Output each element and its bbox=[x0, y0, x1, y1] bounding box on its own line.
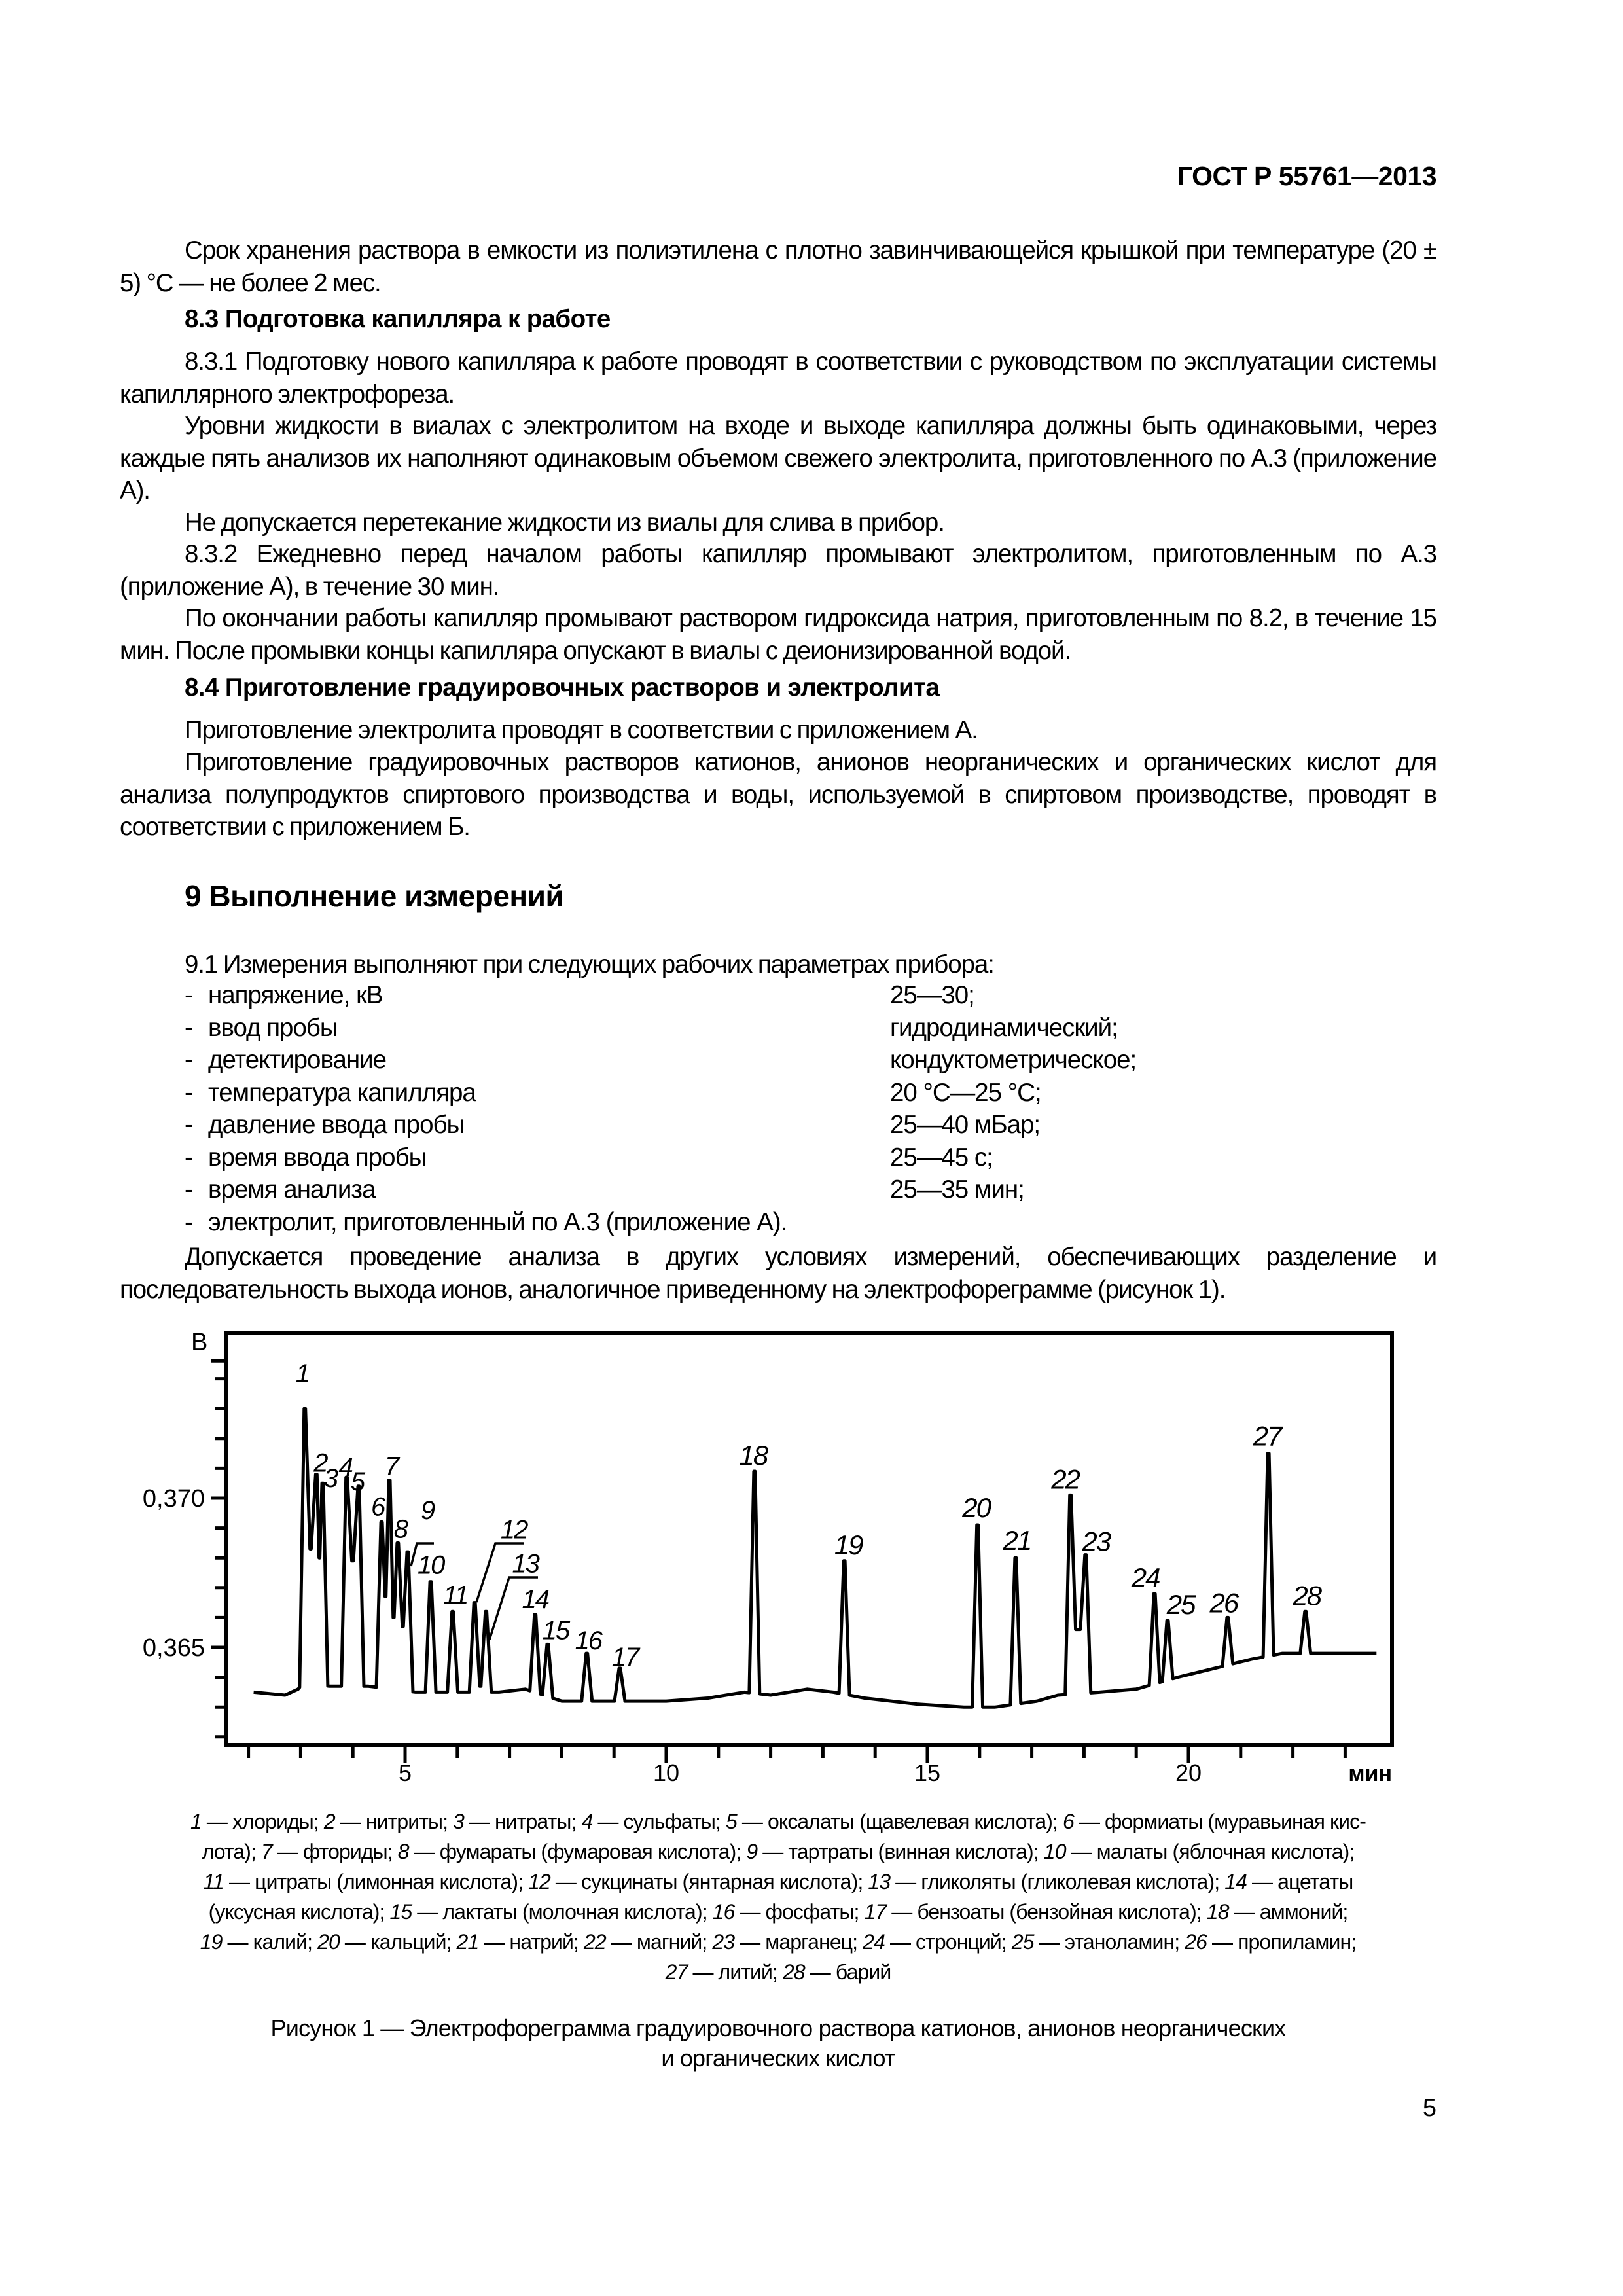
param-value: 25—30; bbox=[890, 981, 974, 1009]
paragraph-text: 8.3.1 Подготовку нового капилляра к работе проводят в соответствии с руководством по эксплуатации системы капиллярного электрофореза. bbox=[120, 348, 1436, 408]
peak-label: 9 bbox=[420, 1496, 435, 1526]
legend-line: лота); 7 — фториды; 8 — фумараты (фумаровая кислота); 9 — тартраты (винная кислота); 10 — малаты (яблочная кислота); bbox=[202, 1840, 1355, 1863]
peak-label: 25 bbox=[1166, 1588, 1195, 1620]
param-item: - напряжение, кВ 25—30; bbox=[185, 979, 787, 1012]
peak-label: 28 bbox=[1293, 1580, 1321, 1611]
param-label: температура капилляра bbox=[208, 1078, 476, 1107]
paragraph-text: Приготовление электролита проводят в соответствии с приложением А. bbox=[185, 716, 978, 744]
peak-label: 18 bbox=[739, 1439, 768, 1471]
x-tick-label: 5 bbox=[398, 1759, 412, 1786]
paragraph-text: Не допускается перетекание жидкости из виалы для слива в прибор. bbox=[185, 509, 944, 537]
heading-8-3: 8.3 Подготовка капилляра к работе bbox=[185, 305, 611, 333]
peak-label: 11 bbox=[442, 1581, 468, 1610]
caption-line: и органических кислот bbox=[661, 2045, 895, 2072]
param-label: давление ввода пробы bbox=[208, 1111, 465, 1139]
peak-label: 17 bbox=[611, 1642, 639, 1672]
peak-label: 2 bbox=[313, 1448, 327, 1478]
peak-label: 7 bbox=[384, 1452, 399, 1481]
param-item: - температура капилляра 20 °С—25 °С; bbox=[185, 1077, 787, 1109]
legend-line: 27 — литий; 28 — барий bbox=[665, 1960, 891, 1984]
param-label: время анализа bbox=[208, 1175, 376, 1204]
peak-label: 1 bbox=[295, 1359, 309, 1389]
paragraph-text: Срок хранения раствора в емкости из полиэтилена с плотно завинчивающейся крышкой при температуре (20 ± 5) °С — не более 2 мес. bbox=[120, 236, 1436, 297]
figure-caption bbox=[120, 2013, 1436, 2073]
y-axis-label: В bbox=[191, 1329, 208, 1356]
peak-label: 4 bbox=[338, 1453, 352, 1482]
paragraph-text: Допускается проведение анализа в других условиях измерений, обеспечивающих разделение и последовательность выхода ионов, аналогичное приведенному на электрофореграмме (рисунок 1). bbox=[120, 1243, 1436, 1304]
legend-line: 19 — калий; 20 — кальций; 21 — натрий; 22 — магний; 23 — марганец; 24 — стронций; 25 — этаноламин; 26 — пропиламин; bbox=[200, 1930, 1357, 1954]
peak-label: 14 bbox=[522, 1585, 548, 1614]
param-item: - время анализа 25—35 мин; bbox=[185, 1174, 787, 1206]
paragraph-text: По окончании работы капилляр промывают раствором гидроксида натрия, приготовленным по 8.2, в течение 15 мин. После промывки концы капилляра опускают в виалы с деионизированной водой. bbox=[120, 604, 1436, 665]
param-label: напряжение, кВ bbox=[208, 981, 383, 1009]
param-item: - ввод пробы гидродинамический; bbox=[185, 1012, 787, 1045]
param-value: гидродинамический; bbox=[890, 1013, 1118, 1042]
paragraph-text: 9.1 Измерения выполняют при следующих рабочих параметрах прибора: bbox=[185, 950, 994, 978]
param-value: 25—45 с; bbox=[890, 1143, 993, 1172]
document-id: ГОСТ Р 55761—2013 bbox=[1177, 161, 1436, 191]
x-tick-label: 20 bbox=[1175, 1759, 1202, 1786]
peak-label: 3 bbox=[323, 1464, 338, 1494]
caption-line: Рисунок 1 — Электрофореграмма градуировочного раствора катионов, анионов неорганических bbox=[270, 2015, 1286, 2041]
figure-legend bbox=[120, 1806, 1436, 1987]
peak-label: 13 bbox=[512, 1549, 539, 1579]
param-item: - детектирование кондуктометрическое; bbox=[185, 1044, 787, 1077]
peak-label: 24 bbox=[1131, 1562, 1160, 1593]
param-value: кондуктометрическое; bbox=[890, 1046, 1137, 1074]
peak-label: 6 bbox=[370, 1492, 385, 1522]
param-item: - давление ввода пробы 25—40 мБар; bbox=[185, 1109, 787, 1141]
x-tick-label: 15 bbox=[914, 1759, 941, 1786]
peak-label: 10 bbox=[417, 1551, 444, 1580]
heading-9: 9 Выполнение измерений bbox=[185, 879, 564, 913]
legend-line: (уксусная кислота); 15 — лактаты (молочная кислота); 16 — фосфаты; 17 — бензоаты (бензойная кислота); 18 — аммоний; bbox=[208, 1900, 1348, 1924]
peak-label: 8 bbox=[393, 1515, 407, 1544]
y-tick-label: 0,365 bbox=[142, 1634, 205, 1662]
y-tick-label: 0,370 bbox=[142, 1485, 205, 1513]
chart-frame bbox=[191, 1329, 1392, 1786]
legend-line: 11 — цитраты (лимонная кислота); 12 — сукцинаты (янтарная кислота); 13 — гликоляты (гликолевая кислота); 14 — ацетаты bbox=[203, 1870, 1353, 1893]
paragraph-text: Уровни жидкости в виалах с электролитом на входе и выходе капилляра должны быть одинаковыми, через каждые пять анализов их наполняют одинаковым объемом свежего электролита, приготовленного по А.3 (приложение А). bbox=[120, 412, 1436, 505]
param-item: - электролит, приготовленный по А.3 (приложение А). bbox=[185, 1206, 787, 1239]
x-tick-label: 10 bbox=[652, 1759, 680, 1786]
param-label: время ввода пробы bbox=[208, 1143, 427, 1172]
param-label: ввод пробы bbox=[208, 1013, 338, 1042]
paragraph-text: 8.3.2 Ежедневно перед началом работы капилляр промывают электролитом, приготовленным по А.3 (приложение А), в течение 30 мин. bbox=[120, 540, 1436, 601]
param-label: детектирование bbox=[208, 1046, 387, 1074]
peak-label: 27 bbox=[1253, 1420, 1281, 1452]
legend-line: 1 — хлориды; 2 — нитриты; 3 — нитраты; 4 — сульфаты; 5 — оксалаты (щавелевая кислота); 6 — формиаты (муравьиная кис- bbox=[190, 1810, 1366, 1833]
x-axis-label: мин bbox=[1348, 1761, 1392, 1786]
param-value: 25—40 мБар; bbox=[890, 1111, 1041, 1139]
peak-label: 21 bbox=[1003, 1525, 1031, 1556]
peak-label: 19 bbox=[834, 1529, 863, 1560]
axis-ticks bbox=[143, 1361, 1345, 1786]
heading-8-4: 8.4 Приготовление градуировочных растворов и электролита bbox=[185, 673, 940, 702]
peak-label: 5 bbox=[350, 1467, 365, 1496]
peak-label: 16 bbox=[575, 1626, 601, 1656]
peak-label: 20 bbox=[962, 1492, 990, 1524]
param-label: электролит, приготовленный по А.3 (приложение А). bbox=[208, 1208, 787, 1236]
peak-label: 22 bbox=[1051, 1463, 1080, 1495]
param-item: - время ввода пробы 25—45 с; bbox=[185, 1141, 787, 1174]
peak-label: 23 bbox=[1082, 1526, 1111, 1557]
peak-label: 26 bbox=[1209, 1587, 1238, 1619]
peak-label: 15 bbox=[542, 1616, 569, 1645]
param-value: 20 °С—25 °С; bbox=[890, 1078, 1041, 1107]
param-value: 25—35 мин; bbox=[890, 1175, 1024, 1204]
paragraph-text: Приготовление градуировочных растворов катионов, анионов неорганических и органических кислот для анализа полупродуктов спиртового производства и воды, используемой в спиртовом производстве, проводят в соответствии с приложением Б. bbox=[120, 748, 1436, 841]
page-number: 5 bbox=[1422, 2094, 1436, 2122]
peak-label: 12 bbox=[500, 1515, 527, 1545]
